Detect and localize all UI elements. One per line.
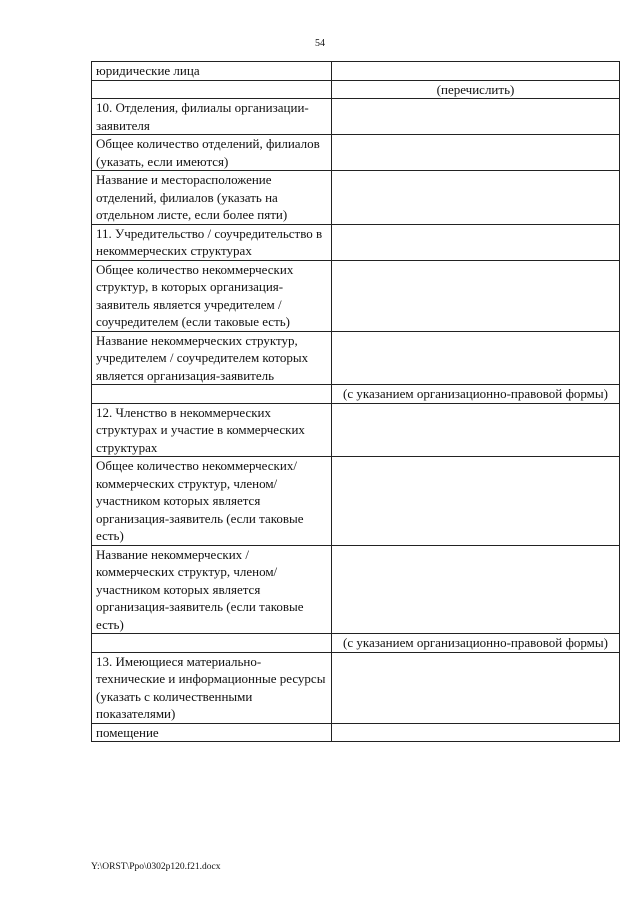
row-label: Общее количество некоммерческих/коммерческих структур, членом/участником которых является организация-заявитель (если таковые есть) [92,457,332,546]
row-value-field[interactable] [332,171,620,225]
row-value-field[interactable] [332,457,620,546]
row-label: Общее количество некоммерческих структур, в которых организация-заявитель является учредителем / соучредителем (если таковые есть) [92,260,332,331]
row-value-field[interactable] [332,99,620,135]
row-label: Название и месторасположение отделений, филиалов (указать на отдельном листе, если более пяти) [92,171,332,225]
row-value-field[interactable] [332,260,620,331]
row-value-field[interactable] [332,331,620,385]
table-row [92,634,620,653]
table-row [92,80,620,99]
row-label: помещение [92,723,332,742]
table-row [92,545,620,634]
table-row [92,62,620,81]
row-note: (перечислить) [332,80,620,99]
row-label: Общее количество отделений, филиалов (указать, если имеются) [92,135,332,171]
table-row [92,99,620,135]
table-row [92,224,620,260]
table-row [92,260,620,331]
row-value-field[interactable] [332,723,620,742]
row-value-field[interactable] [332,652,620,723]
row-label [92,634,332,653]
row-label: Название некоммерческих / коммерческих структур, членом/участником которых является организация-заявитель (если таковые есть) [92,545,332,634]
row-value-field[interactable] [332,224,620,260]
table-row [92,457,620,546]
row-value-field[interactable] [332,545,620,634]
section-heading: 11. Учредительство / соучредительство в некоммерческих структурах [92,224,332,260]
row-value-field[interactable] [332,62,620,81]
row-note: (с указанием организационно-правовой формы) [332,634,620,653]
file-path-footer: Y:\ORST\Ppo\0302p120.f21.docx [91,862,221,872]
table-row [92,403,620,457]
section-heading: 12. Членство в некоммерческих структурах и участие в коммерческих структурах [92,403,332,457]
row-label [92,385,332,404]
table-row [92,652,620,723]
row-value-field[interactable] [332,403,620,457]
table-row [92,723,620,742]
row-value-field[interactable] [332,135,620,171]
row-label [92,80,332,99]
table-row [92,385,620,404]
row-label: Название некоммерческих структур, учредителем / соучредителем которых является организация-заявитель [92,331,332,385]
form-table [91,61,620,742]
section-heading: 13. Имеющиеся материально-технические и информационные ресурсы (указать с количественными показателями) [92,652,332,723]
row-note: (с указанием организационно-правовой формы) [332,385,620,404]
table-row [92,135,620,171]
row-label: юридические лица [92,62,332,81]
table-row [92,171,620,225]
section-heading: 10. Отделения, филиалы организации-заявителя [92,99,332,135]
page-number: 54 [315,38,325,49]
table-row [92,331,620,385]
